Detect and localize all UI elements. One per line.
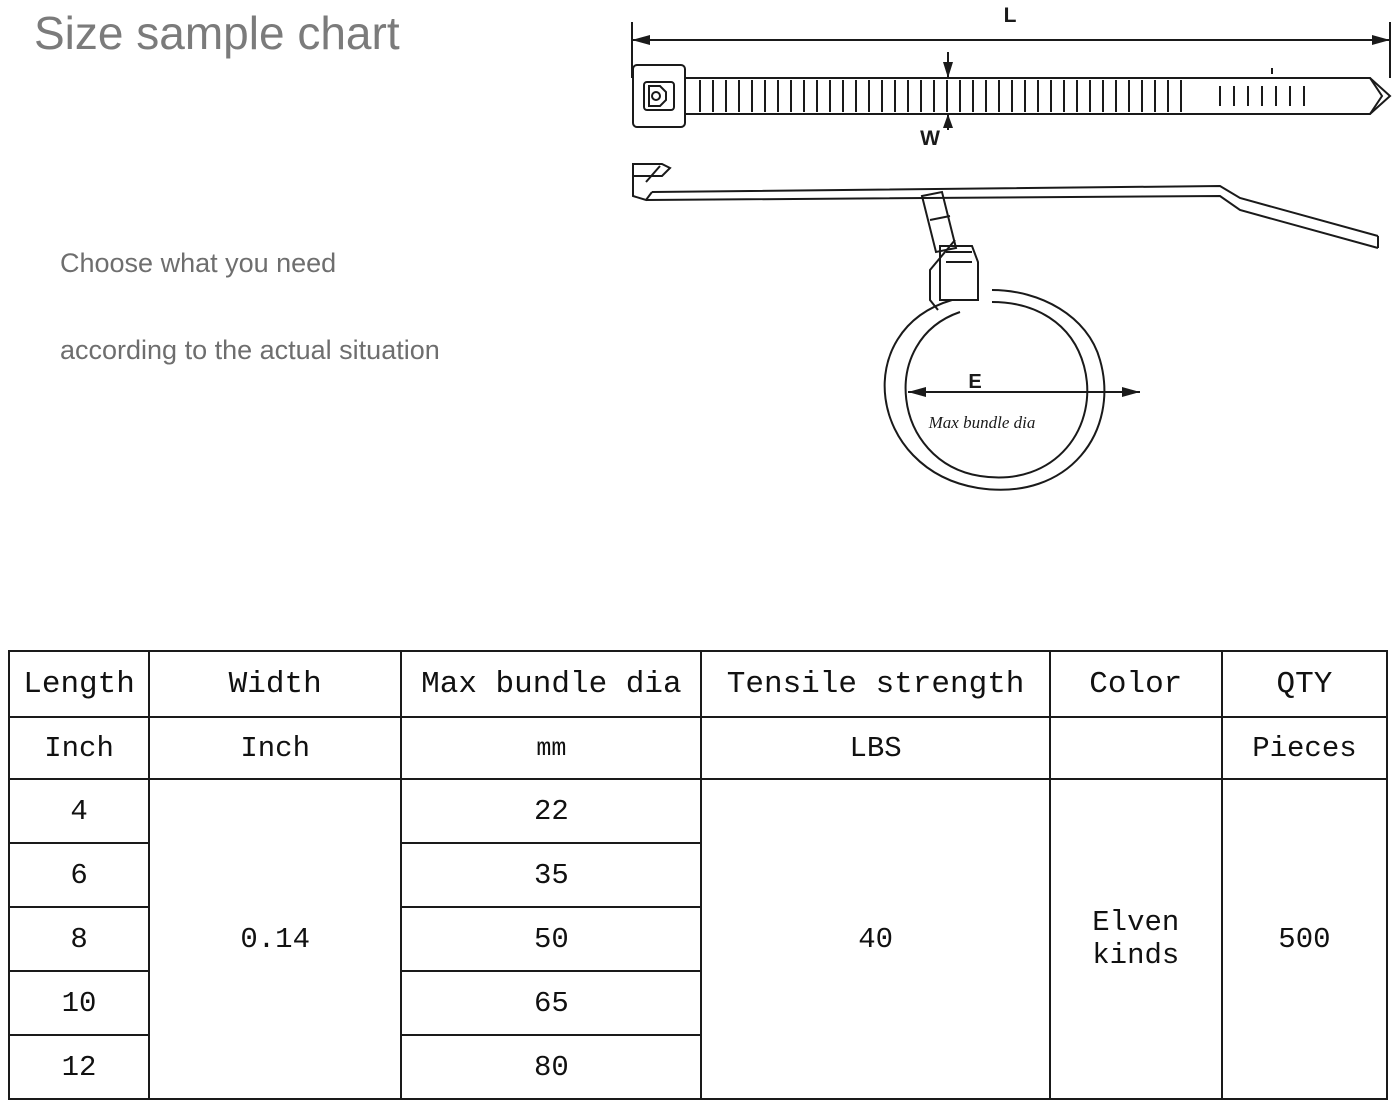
cell-length: 10 xyxy=(9,971,149,1035)
label-bundle: E xyxy=(968,371,982,393)
note-line-2: according to the actual situation xyxy=(60,335,440,365)
table-units-row xyxy=(9,717,1387,779)
table-header-row xyxy=(9,651,1387,717)
cell-dia: 35 xyxy=(401,843,701,907)
cell-dia: 50 xyxy=(401,907,701,971)
label-bundle-caption: Max bundle dia xyxy=(928,413,1036,432)
cell-dia: 80 xyxy=(401,1035,701,1099)
label-length: L xyxy=(1003,4,1017,27)
unit-length: Inch xyxy=(9,717,149,779)
cell-qty-value: 500 xyxy=(1222,779,1387,1099)
cable-tie-diagram xyxy=(600,0,1399,520)
unit-max-bundle-dia: mm xyxy=(401,717,701,779)
header-length: Length xyxy=(9,651,149,717)
cell-tensile-value: 40 xyxy=(701,779,1049,1099)
cell-length: 4 xyxy=(9,779,149,843)
unit-width: Inch xyxy=(149,717,401,779)
cell-color-value: Elven kinds xyxy=(1050,779,1222,1099)
cell-dia: 65 xyxy=(401,971,701,1035)
label-width: W xyxy=(920,127,940,150)
spec-table xyxy=(8,650,1388,1100)
cell-length: 12 xyxy=(9,1035,149,1099)
header-tensile-strength: Tensile strength xyxy=(701,651,1049,717)
cell-dia: 22 xyxy=(401,779,701,843)
header-max-bundle-dia: Max bundle dia xyxy=(401,651,701,717)
header-qty: QTY xyxy=(1222,651,1387,717)
header-width: Width xyxy=(149,651,401,717)
unit-qty: Pieces xyxy=(1222,717,1387,779)
cell-length: 6 xyxy=(9,843,149,907)
page-title: Size sample chart xyxy=(34,7,400,59)
cell-width-value: 0.14 xyxy=(149,779,401,1099)
note-line-1: Choose what you need xyxy=(60,248,337,278)
unit-tensile-strength: LBS xyxy=(701,717,1049,779)
table-row xyxy=(9,779,1387,843)
unit-color xyxy=(1050,717,1222,779)
header-color: Color xyxy=(1050,651,1222,717)
cell-length: 8 xyxy=(9,907,149,971)
